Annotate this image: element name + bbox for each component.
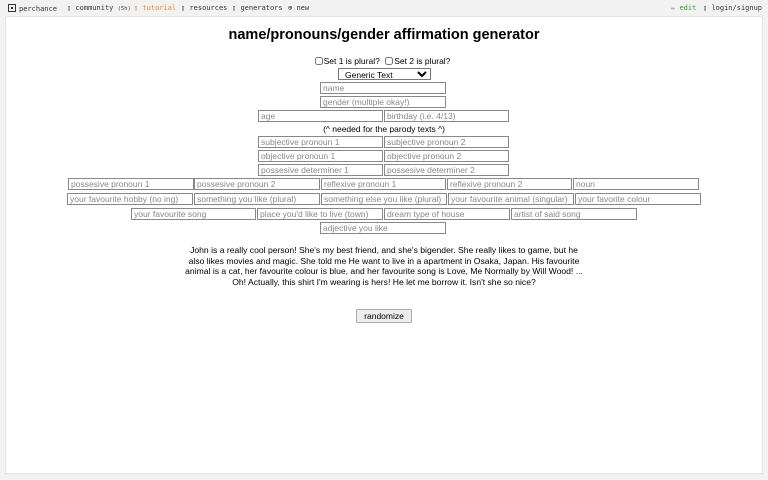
favourite-hobby-input[interactable] bbox=[67, 193, 193, 205]
dream-house-input[interactable] bbox=[384, 208, 510, 220]
something-else-you-like-input[interactable] bbox=[321, 193, 447, 205]
possessive-determiner-1-input[interactable] bbox=[258, 164, 383, 176]
community-link[interactable]: ▯ community (5h) bbox=[67, 4, 131, 12]
subjective-pronoun-1-input[interactable] bbox=[258, 136, 383, 148]
name-input[interactable] bbox=[320, 82, 446, 94]
possessive-pronoun-2-input[interactable] bbox=[194, 178, 320, 190]
book-icon: ▯ bbox=[134, 4, 143, 12]
randomize-button[interactable]: randomize bbox=[356, 309, 412, 323]
edit-link[interactable]: ✏ edit bbox=[671, 4, 697, 12]
page-title: name/pronouns/gender affirmation generator bbox=[228, 27, 540, 43]
brand-link[interactable]: perchance bbox=[8, 4, 57, 13]
gender-input[interactable] bbox=[320, 96, 446, 108]
noun-input[interactable] bbox=[573, 178, 699, 190]
objective-pronoun-2-input[interactable] bbox=[384, 150, 509, 162]
age-input[interactable] bbox=[258, 110, 383, 122]
generators-icon: ▯ bbox=[232, 4, 241, 12]
resources-link[interactable]: ▯ resources bbox=[181, 4, 228, 12]
reflexive-pronoun-1-input[interactable] bbox=[321, 178, 446, 190]
pencil-icon: ✏ bbox=[671, 4, 680, 12]
song-artist-input[interactable] bbox=[511, 208, 637, 220]
new-link[interactable]: ⊕ new bbox=[288, 4, 310, 12]
user-icon: ▯ bbox=[703, 4, 712, 12]
plus-circle-icon: ⊕ bbox=[288, 4, 297, 12]
possessive-pronoun-1-input[interactable] bbox=[68, 178, 194, 190]
adjective-input[interactable] bbox=[320, 222, 446, 234]
dice-logo-icon bbox=[8, 4, 16, 12]
reflexive-pronoun-2-input[interactable] bbox=[447, 178, 572, 190]
community-count: (5h) bbox=[117, 6, 131, 12]
generated-text-output: John is a really cool person! She's my best friend, and she's bigender. She really likes to game, but he also likes movies and magic. She told me He want to live in a apartment in Osaka, Japan. His favourite animal is a cat, her favourite colour is blue, and her favourite song is Love, Me Normally by Will Wood! ... Oh! Actually, this shirt I'm wearing is hers! He let me borrow it. Isn't she so nice? bbox=[185, 245, 583, 287]
set2-plural-checkbox[interactable] bbox=[385, 57, 393, 65]
set2-plural-option[interactable]: Set 2 is plural? bbox=[385, 56, 450, 66]
favourite-animal-input[interactable] bbox=[448, 193, 574, 205]
objective-pronoun-1-input[interactable] bbox=[258, 150, 383, 162]
favourite-song-input[interactable] bbox=[131, 208, 256, 220]
birthday-input[interactable] bbox=[384, 110, 509, 122]
tutorial-link[interactable]: ▯ tutorial bbox=[134, 4, 177, 12]
set1-plural-checkbox[interactable] bbox=[315, 57, 323, 65]
chat-icon: ▯ bbox=[67, 4, 76, 12]
plural-options bbox=[0, 56, 768, 66]
login-link[interactable]: ▯ login/signup bbox=[703, 4, 763, 12]
text-type-select[interactable] bbox=[338, 68, 431, 80]
set1-plural-option[interactable]: Set 1 is plural? bbox=[315, 56, 380, 66]
resources-icon: ▯ bbox=[181, 4, 190, 12]
favourite-colour-input[interactable] bbox=[575, 193, 701, 205]
possessive-determiner-2-input[interactable] bbox=[384, 164, 509, 176]
place-to-live-input[interactable] bbox=[257, 208, 383, 220]
parody-note: (^ needed for the parody texts ^) bbox=[323, 124, 445, 134]
top-nav bbox=[0, 0, 768, 16]
something-you-like-input[interactable] bbox=[194, 193, 320, 205]
subjective-pronoun-2-input[interactable] bbox=[384, 136, 509, 148]
generators-link[interactable]: ▯ generators bbox=[232, 4, 283, 12]
